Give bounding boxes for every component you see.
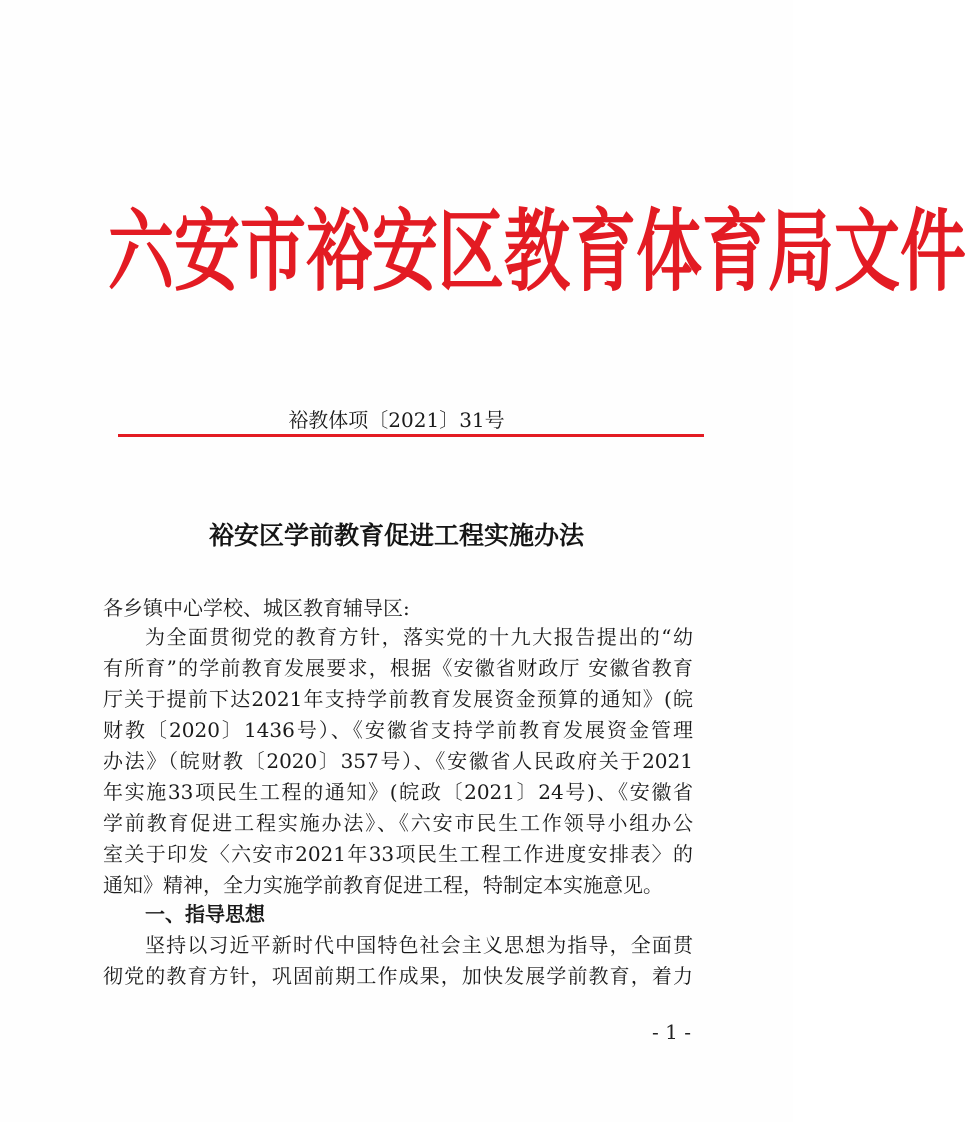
- paragraph-line: 坚持以习近平新时代中国特色社会主义思想为指导，全面贯: [145, 933, 693, 957]
- paragraph-line: 有所育”的学前教育发展要求，根据《安徽省财政厅 安徽省教育: [103, 656, 693, 680]
- paragraph-line: 年实施33项民生工程的通知》(皖政〔2021〕24号)、《安徽省: [103, 780, 693, 804]
- red-divider-line: [118, 434, 704, 437]
- paragraph-line: 学前教育促进工程实施办法》、《六安市民生工作领导小组办公: [103, 811, 693, 835]
- paragraph-line: 财教〔2020〕1436号）、《安徽省支持学前教育发展资金管理: [103, 718, 693, 742]
- paragraph-line: 室关于印发〈六安市2021年33项民生工程工作进度安排表〉的: [103, 842, 693, 866]
- issuer-header: 六安市裕安区教育体育局文件: [108, 200, 966, 305]
- paragraph-line: 通知》精神，全力实施学前教育促进工程，特制定本实施意见。: [103, 873, 663, 897]
- section-1-paragraph: [103, 930, 693, 992]
- section-heading-guiding-ideology: 一、指导思想: [145, 902, 265, 926]
- paragraph-line: 厅关于提前下达2021年支持学前教育发展资金预算的通知》(皖: [103, 687, 693, 711]
- page-number: - 1 -: [652, 1020, 691, 1044]
- paragraph-line: 为全面贯彻党的教育方针，落实党的十九大报告提出的“幼: [145, 625, 693, 649]
- addressee: 各乡镇中心学校、城区教育辅导区:: [103, 596, 410, 620]
- paragraph-line: 办法》（皖财教〔2020〕357号）、《安徽省人民政府关于2021: [103, 749, 693, 773]
- document-title: 裕安区学前教育促进工程实施办法: [208, 521, 584, 550]
- paragraph-line: 彻党的教育方针，巩固前期工作成果，加快发展学前教育，着力: [103, 964, 693, 988]
- document-number: 裕教体项〔2021〕31号: [288, 408, 505, 432]
- intro-paragraph: [103, 622, 693, 901]
